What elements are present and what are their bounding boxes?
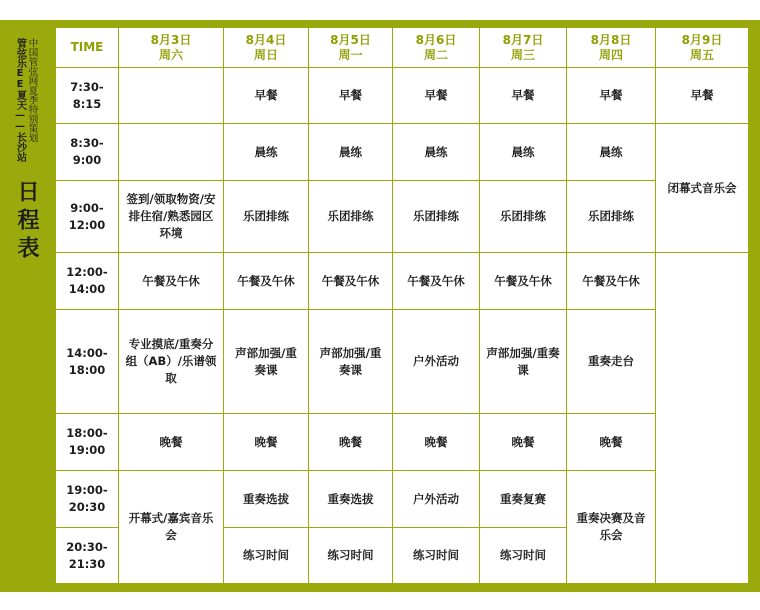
day-weekday: 周六 <box>158 47 183 62</box>
time-header: TIME <box>56 28 119 68</box>
sidebar-subtitle <box>2 38 50 180</box>
time-start: 12:00- <box>66 265 108 279</box>
activity-cell: 晨练 <box>567 124 656 181</box>
sidebar <box>0 20 52 592</box>
day-weekday: 周一 <box>338 47 363 62</box>
activity-cell: 早餐 <box>480 68 567 124</box>
header-row <box>56 28 749 68</box>
day-header <box>309 28 393 68</box>
day-date: 8月7日 <box>502 32 544 47</box>
activity-cell: 专业摸底/重奏分组（AB）/乐谱领取 <box>119 310 224 414</box>
activity-cell: 早餐 <box>656 68 749 124</box>
day-header <box>119 28 224 68</box>
activity-cell: 开幕式/嘉宾音乐会 <box>119 471 224 584</box>
day-weekday: 周五 <box>689 47 714 62</box>
activity-cell: 晚餐 <box>567 414 656 471</box>
day-header <box>224 28 309 68</box>
time-end: 9:00 <box>72 153 102 167</box>
activity-cell: 重奏选拔 <box>224 471 309 528</box>
activity-cell: 早餐 <box>393 68 480 124</box>
day-date: 8月6日 <box>415 32 457 47</box>
time-end: 8:15 <box>72 96 102 111</box>
day-date: 8月8日 <box>590 32 632 47</box>
activity-cell: 午餐及午休 <box>480 253 567 310</box>
time-end: 20:30 <box>68 500 106 514</box>
activity-cell: 练习时间 <box>224 528 309 584</box>
time-start: 18:00- <box>66 426 108 440</box>
time-cell <box>56 414 119 471</box>
activity-cell: 午餐及午休 <box>309 253 393 310</box>
time-cell <box>56 471 119 528</box>
activity-cell: 声部加强/重奏课 <box>309 310 393 414</box>
activity-cell: 晚餐 <box>309 414 393 471</box>
day-date: 8月5日 <box>330 32 371 47</box>
activity-cell: 晚餐 <box>393 414 480 471</box>
day-date: 8月4日 <box>245 32 287 47</box>
day-header <box>656 28 749 68</box>
time-end: 14:00 <box>68 282 106 296</box>
day-weekday: 周四 <box>598 47 623 62</box>
activity-cell: 签到/领取物资/安排住宿/熟悉园区环境 <box>119 181 224 253</box>
time-cell <box>56 181 119 253</box>
activity-cell: 早餐 <box>224 68 309 124</box>
activity-cell: 乐团排练 <box>309 181 393 253</box>
table-row <box>56 414 749 471</box>
time-start: 19:00- <box>66 483 108 497</box>
activity-cell: 早餐 <box>309 68 393 124</box>
activity-cell: 乐团排练 <box>480 181 567 253</box>
activity-cell: 练习时间 <box>309 528 393 584</box>
activity-cell: 午餐及午休 <box>567 253 656 310</box>
day-date: 8月3日 <box>150 32 192 47</box>
table-row <box>56 181 749 253</box>
activity-cell: 午餐及午休 <box>119 253 224 310</box>
activity-cell: 晨练 <box>309 124 393 181</box>
activity-cell: 重奏决赛及音乐会 <box>567 471 656 584</box>
time-start: 7:30- <box>70 79 104 94</box>
activity-cell: 早餐 <box>567 68 656 124</box>
activity-cell: 乐团排练 <box>567 181 656 253</box>
time-end: 12:00 <box>68 217 106 232</box>
table-row <box>56 310 749 414</box>
activity-cell: 晨练 <box>480 124 567 181</box>
activity-cell: 晚餐 <box>224 414 309 471</box>
day-header <box>393 28 480 68</box>
activity-cell: 户外活动 <box>393 471 480 528</box>
time-cell <box>56 253 119 310</box>
empty-cell <box>656 253 749 584</box>
day-weekday: 周二 <box>423 47 448 62</box>
activity-cell: 晨练 <box>224 124 309 181</box>
page-title: 日程表 <box>14 180 39 264</box>
day-header <box>480 28 567 68</box>
activity-cell: 乐团排练 <box>393 181 480 253</box>
day-header <box>567 28 656 68</box>
activity-cell: 户外活动 <box>393 310 480 414</box>
activity-cell: 午餐及午休 <box>393 253 480 310</box>
activity-cell: 声部加强/重奏课 <box>224 310 309 414</box>
time-end: 18:00 <box>68 362 106 377</box>
activity-cell: 晚餐 <box>480 414 567 471</box>
activity-cell: 声部加强/重奏课 <box>480 310 567 414</box>
closing-concert-cell: 闭幕式音乐会 <box>656 124 749 253</box>
time-cell <box>56 310 119 414</box>
time-start: 8:30- <box>70 136 104 150</box>
activity-cell: 练习时间 <box>393 528 480 584</box>
day-date: 8月9日 <box>681 32 723 47</box>
time-end: 19:00 <box>68 443 106 457</box>
activity-cell: 乐团排练 <box>224 181 309 253</box>
time-cell <box>56 528 119 584</box>
table-row <box>56 253 749 310</box>
time-start: 14:00- <box>66 345 108 360</box>
activity-cell <box>119 124 224 181</box>
activity-cell: 晨练 <box>393 124 480 181</box>
activity-cell: 重奏走台 <box>567 310 656 414</box>
activity-cell: 午餐及午休 <box>224 253 309 310</box>
time-cell <box>56 124 119 181</box>
activity-cell <box>119 68 224 124</box>
day-weekday: 周日 <box>253 47 278 62</box>
table-row <box>56 68 749 124</box>
table-row <box>56 471 749 528</box>
sidebar-subtitle-line-1: 中国管弦网夏季特别策划 <box>26 38 38 143</box>
time-cell <box>56 68 119 124</box>
sidebar-subtitle-line-2: 管弦乐EE夏天——长沙站 <box>14 38 26 162</box>
time-start: 20:30- <box>66 539 108 554</box>
activity-cell: 晚餐 <box>119 414 224 471</box>
day-weekday: 周三 <box>510 47 535 62</box>
time-start: 9:00- <box>70 200 104 215</box>
activity-cell: 重奏复赛 <box>480 471 567 528</box>
activity-cell: 练习时间 <box>480 528 567 584</box>
table-row <box>56 124 749 181</box>
time-end: 21:30 <box>68 556 106 571</box>
schedule-table <box>55 27 749 584</box>
activity-cell: 重奏选拔 <box>309 471 393 528</box>
